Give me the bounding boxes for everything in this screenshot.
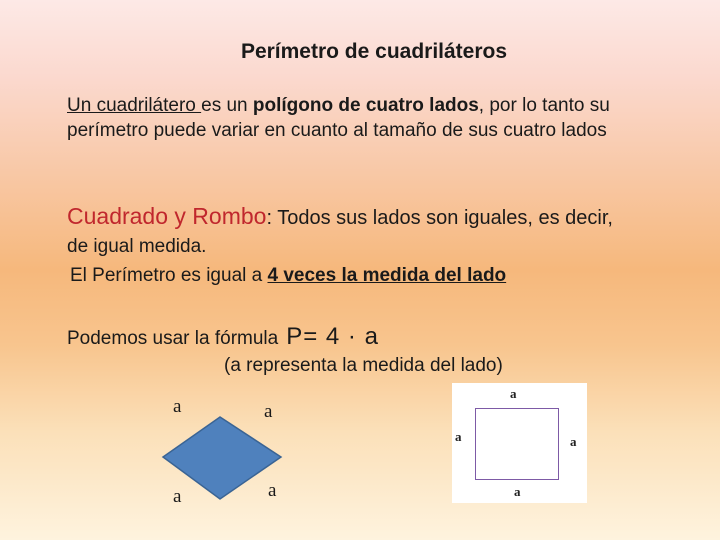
page-title: Perímetro de cuadriláteros	[240, 40, 508, 63]
square-shape	[475, 408, 559, 480]
section-line-2: de igual medida.	[67, 236, 207, 257]
formula-intro: Podemos usar la fórmula	[67, 328, 279, 349]
perimeter-text: El Perímetro es igual a	[70, 265, 268, 286]
rhombus-label-bottom-right: a	[268, 480, 277, 501]
square-label-right: a	[570, 434, 577, 449]
rhombus-label-top-left: a	[173, 396, 182, 417]
intro-bold: polígono de cuatro lados	[252, 95, 479, 116]
intro-term: Un cuadrilátero	[67, 95, 202, 116]
intro-text-1: es un	[201, 95, 253, 116]
section-heading: Cuadrado y Rombo	[67, 203, 267, 229]
formula-note: (a representa la medida del lado)	[224, 355, 503, 376]
square-label-top: a	[510, 386, 517, 401]
formula-line	[67, 323, 379, 351]
section-line-3	[70, 265, 506, 287]
section-heading-line	[67, 203, 613, 230]
intro-paragraph	[67, 93, 687, 143]
intro-rest: , por lo tanto su perímetro puede variar en cuanto al tamaño de sus cuatro lados	[67, 95, 610, 141]
rhombus-label-top-right: a	[264, 401, 273, 422]
formula-expression: P= 4 · a	[286, 323, 379, 350]
perimeter-bold: 4 veces la medida del lado	[267, 265, 507, 286]
rhombus-label-bottom-left: a	[173, 486, 182, 507]
square-label-bottom: a	[514, 484, 521, 499]
square-label-left: a	[455, 429, 462, 444]
section-colon-text: : Todos sus lados son iguales, es decir,	[266, 207, 613, 229]
